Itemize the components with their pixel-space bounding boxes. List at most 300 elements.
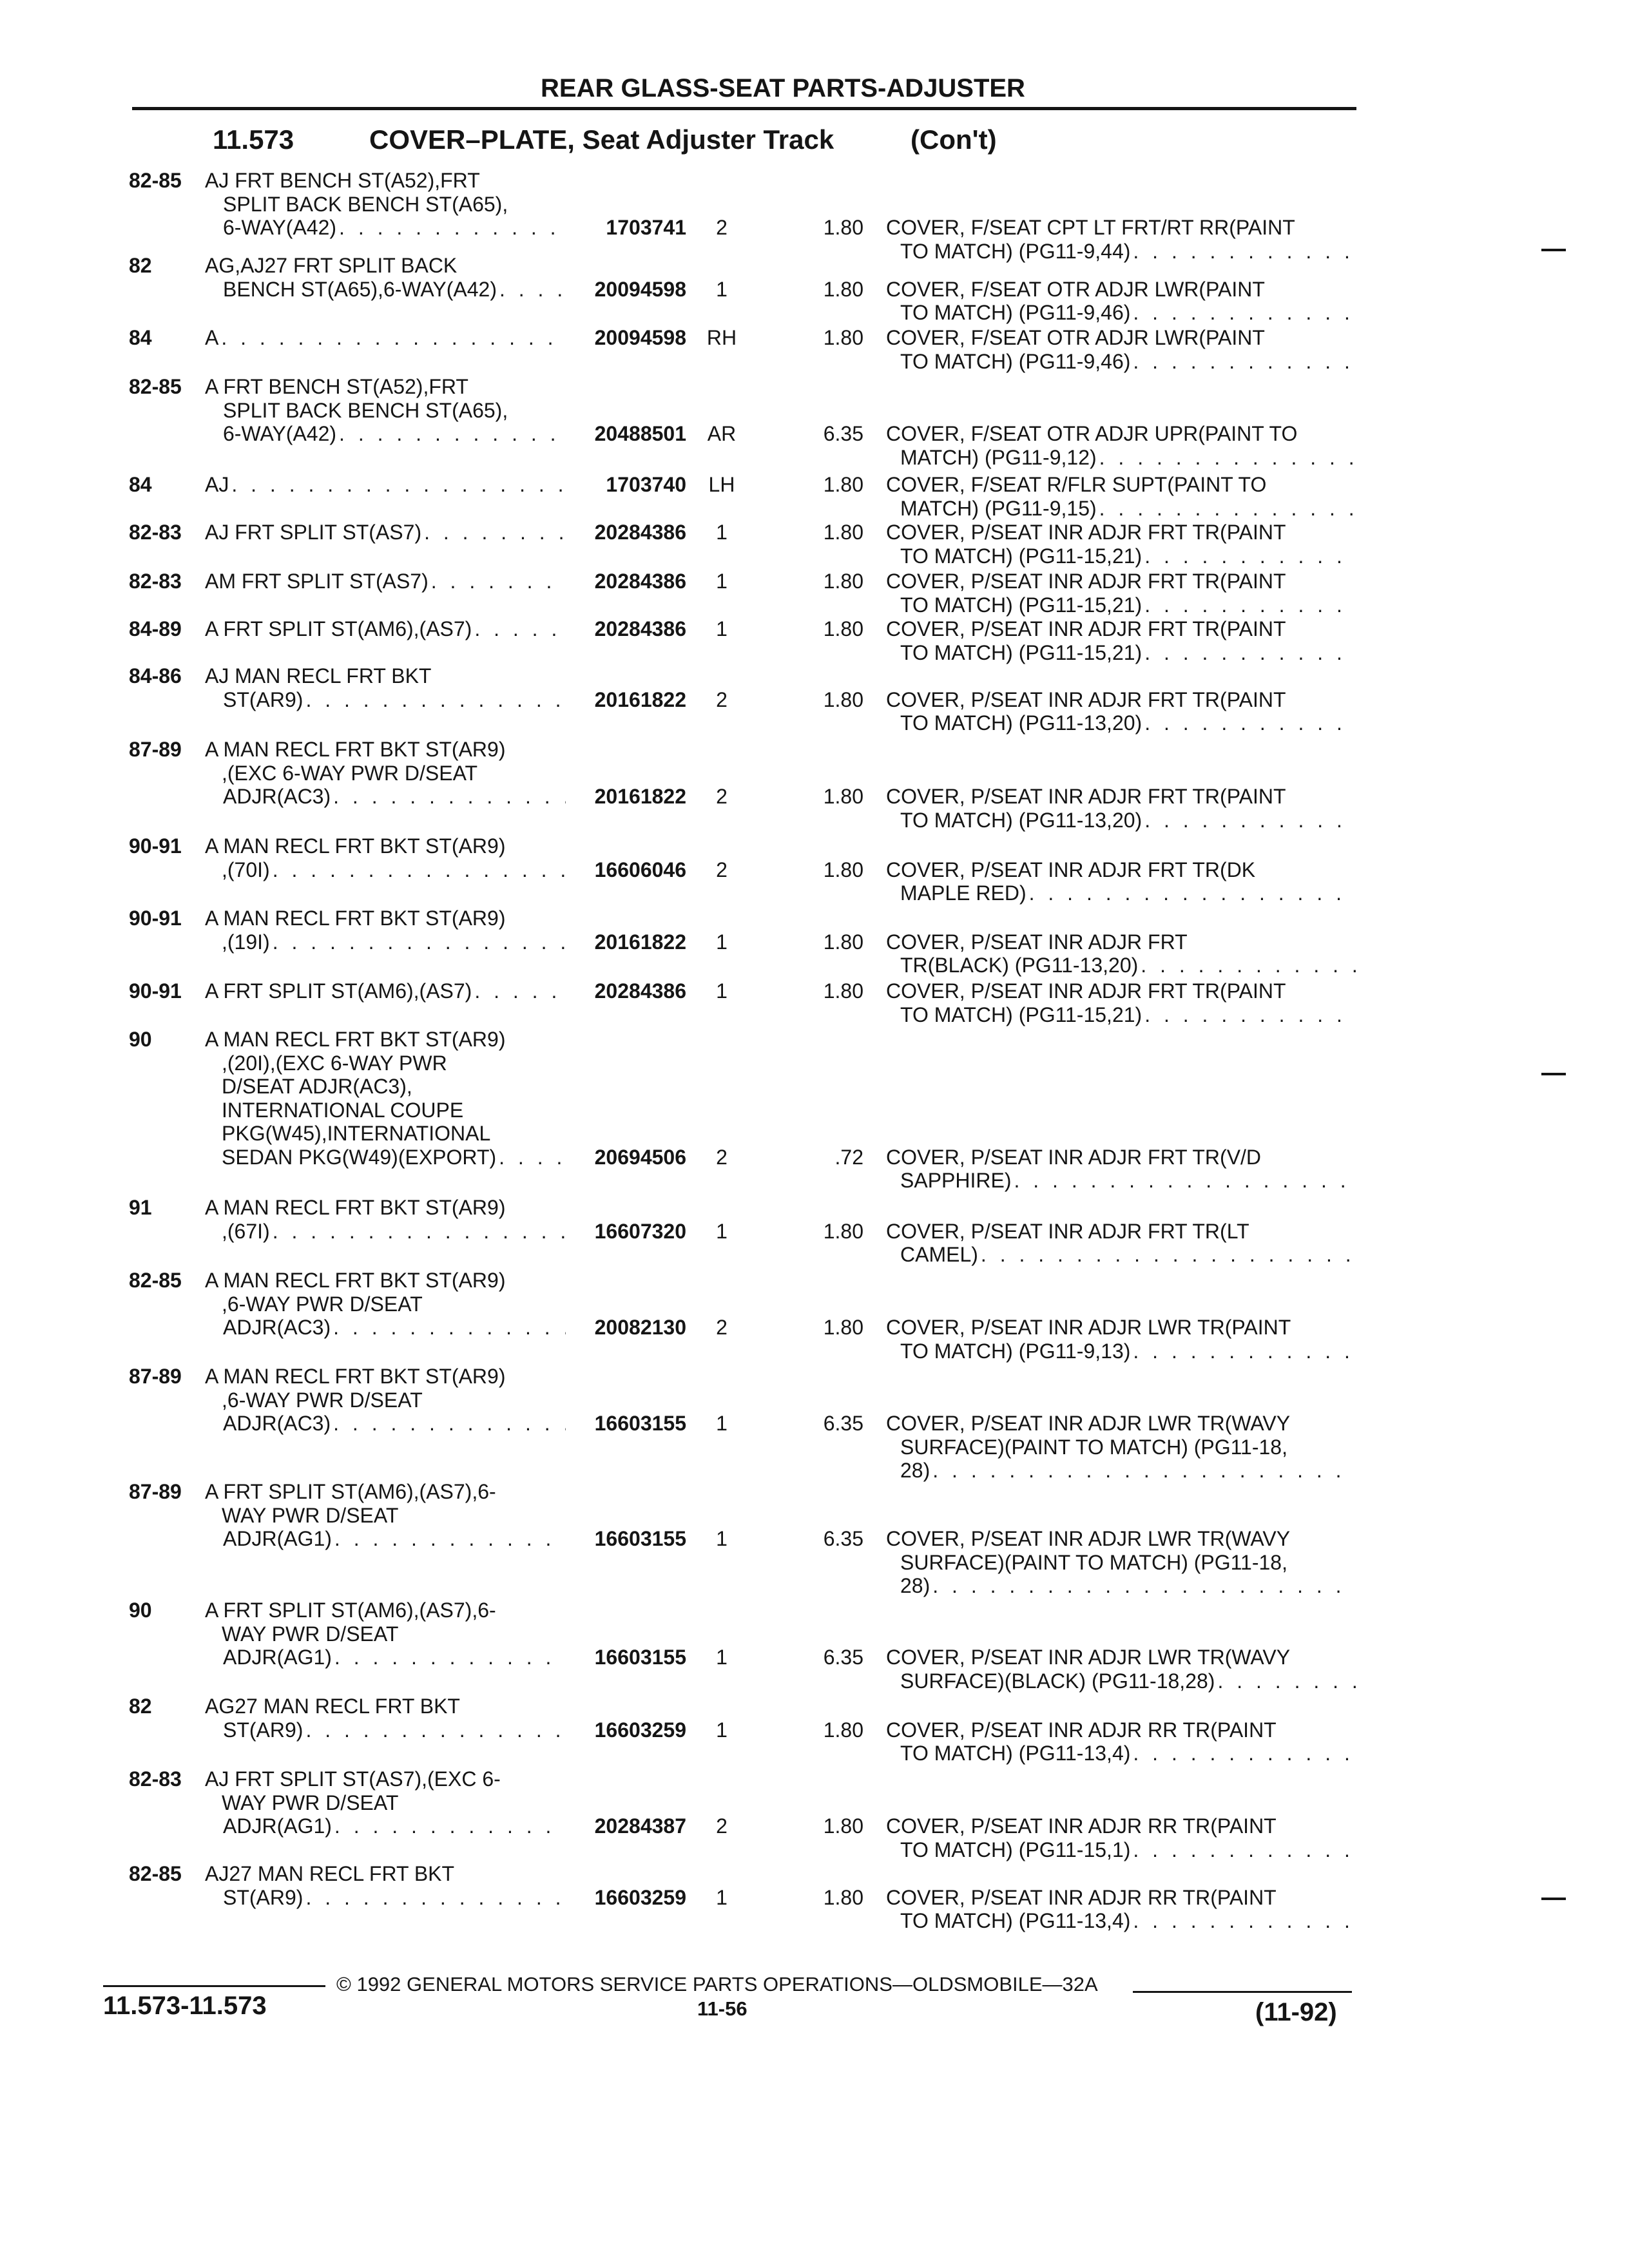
part-name-text: TO MATCH) (PG11-13,4) [900,1742,1131,1765]
part-name-text: COVER, P/SEAT INR ADJR FRT TR(PAINT [886,687,1286,711]
entry-years: 90-91 [129,979,182,1003]
entry-quantity: 2 [716,687,728,711]
footer-copyright: © 1992 GENERAL MOTORS SERVICE PARTS OPERATIONS—OLDSMOBILE—32A [336,1973,1098,1995]
description-text: AG,AJ27 FRT SPLIT BACK [205,254,458,277]
entry-years: 90-91 [129,834,182,858]
part-name-line [886,1551,1356,1575]
description-text: ST(AR9) [223,687,304,711]
entry-part-name [886,1220,1356,1267]
description-line [205,1028,566,1052]
entry-years: 87-89 [129,738,182,761]
entry-years: 82-85 [129,375,182,398]
part-name-line [886,593,1356,617]
entry-quantity: 1 [716,1412,728,1435]
description-text: ADJR(AC3) [223,1316,331,1339]
part-name-text: TO MATCH) (PG11-13,4) [900,1909,1131,1932]
part-name-text: COVER, P/SEAT INR ADJR RR TR(PAINT [886,1814,1277,1838]
entry-years: 82-85 [129,1269,182,1292]
description-text: A FRT SPLIT ST(AM6),(AS7) [205,979,472,1003]
part-name-text: COVER, P/SEAT INR ADJR FRT TR(PAINT [886,785,1286,808]
leader-dots [981,1243,1356,1267]
description-line [205,193,566,216]
description-line [205,326,566,350]
entry-part-number: 20284386 [594,521,686,544]
entry-description [205,664,566,711]
entry-years: 84 [129,326,152,349]
part-name-text: TO MATCH) (PG11-9,46) [900,349,1131,373]
entry-part-number: 16603155 [594,1412,686,1435]
part-name-text: TO MATCH) (PG11-15,1) [900,1838,1131,1861]
part-name-text: TO MATCH) (PG11-13,20) [900,808,1142,832]
part-name-text: COVER, P/SEAT INR ADJR RR TR(PAINT [886,1885,1277,1909]
entry-part-number: 20161822 [594,687,686,711]
description-text: WAY PWR D/SEAT [222,1791,399,1814]
margin-tick [1541,249,1566,251]
description-text: AM FRT SPLIT ST(AS7) [205,570,429,593]
entry-quantity: 1 [716,1219,728,1243]
entry-description [205,1196,566,1243]
entry-quantity: 2 [716,1316,728,1339]
part-name-text: TO MATCH) (PG11-13,20) [900,711,1142,735]
description-line [205,1365,566,1389]
entry-price: 1.80 [823,570,863,593]
entry-years: 82-85 [129,169,182,192]
entry-quantity: RH [706,326,737,349]
description-line [205,1695,566,1718]
entry-part-number: 20284387 [594,1814,686,1838]
part-name-line [886,422,1356,446]
entry-description [205,254,566,301]
leader-dots [1144,593,1356,617]
entry-quantity: 2 [716,785,728,808]
description-line [205,521,566,544]
part-name-text: TO MATCH) (PG11-9,46) [900,301,1131,324]
description-line [205,688,566,712]
entry-part-name [886,1646,1356,1693]
leader-dots [1133,350,1356,374]
footer-date: (11-92) [1255,1998,1337,2026]
description-text: ,(20I),(EXC 6-WAY PWR [222,1051,447,1075]
description-line [205,1862,566,1886]
description-text: INTERNATIONAL COUPE [222,1098,464,1122]
description-line [205,1767,566,1791]
description-text: A MAN RECL FRT BKT ST(AR9) [205,907,506,930]
description-line [205,1269,566,1293]
part-name-text: TO MATCH) (PG11-9,13) [900,1339,1131,1363]
leader-dots [273,1220,566,1244]
entry-price: 1.80 [823,1316,863,1339]
part-name-text: COVER, P/SEAT INR ADJR RR TR(PAINT [886,1718,1277,1742]
entry-part-name [886,216,1356,263]
leader-dots [273,930,566,954]
description-line [205,422,566,446]
leader-dots [1133,240,1356,264]
part-name-text: COVER, P/SEAT INR ADJR FRT TR(PAINT [886,570,1286,593]
entry-quantity: 1 [716,930,728,954]
description-text: ,(19I) [222,930,270,954]
description-text: AJ27 MAN RECL FRT BKT [205,1862,455,1885]
entry-description [205,1862,566,1909]
footer-range: 11.573-11.573 [103,1992,267,2020]
part-name-line [886,1412,1356,1436]
entry-description [205,617,566,641]
entry-price: 1.80 [823,473,863,496]
page-header-title: REAR GLASS-SEAT PARTS-ADJUSTER [541,74,1025,102]
description-line [205,169,566,193]
description-text: A FRT SPLIT ST(AM6),(AS7),6- [205,1480,496,1503]
leader-dots [1144,711,1356,735]
part-name-text: COVER, P/SEAT INR ADJR FRT TR(PAINT [886,979,1286,1003]
description-line [205,1480,566,1504]
description-line [205,570,566,593]
description-text: A MAN RECL FRT BKT ST(AR9) [205,1365,506,1388]
entry-part-number: 20488501 [594,422,686,445]
entry-part-number: 16603259 [594,1885,686,1909]
entry-years: 82-85 [129,1862,182,1885]
part-name-text: MAPLE RED) [900,881,1027,905]
entry-price: 6.35 [823,422,863,445]
leader-dots [1144,809,1356,832]
description-text: ,6-WAY PWR D/SEAT [222,1388,423,1412]
description-line [205,1099,566,1122]
leader-dots [1133,301,1356,325]
part-name-text: TO MATCH) (PG11-15,21) [900,544,1142,568]
leader-dots [1133,1742,1356,1765]
entry-price: 1.80 [823,687,863,711]
leader-dots [1099,497,1356,521]
description-text: ,6-WAY PWR D/SEAT [222,1292,423,1316]
entry-part-number: 20094598 [594,277,686,301]
part-name-line [886,1814,1356,1838]
entry-description [205,570,566,593]
description-text: D/SEAT ADJR(AC3), [222,1075,412,1098]
part-name-line [886,1003,1356,1027]
description-line [205,375,566,399]
description-text: A FRT SPLIT ST(AM6),(AS7),6- [205,1599,496,1622]
entry-part-number: 16603155 [594,1646,686,1669]
part-name-text: MATCH) (PG11-9,12) [900,445,1097,469]
entry-part-name [886,1718,1356,1765]
description-text: 6-WAY(A42) [223,216,337,239]
description-line [205,1196,566,1220]
description-text: ADJR(AG1) [223,1646,332,1669]
entry-price: 1.80 [823,930,863,954]
leader-dots [305,1718,566,1742]
entry-part-name [886,1146,1356,1193]
description-text: 6-WAY(A42) [223,422,337,445]
entry-price: 1.80 [823,1718,863,1742]
leader-dots [305,688,566,712]
part-name-line [886,617,1356,641]
part-name-line [886,711,1356,735]
entry-price: 1.80 [823,521,863,544]
leader-dots [1144,544,1356,568]
leader-dots [1217,1669,1356,1693]
description-text: AG27 MAN RECL FRT BKT [205,1695,460,1718]
part-name-text: SURFACE)(BLACK) (PG11-18,28) [900,1669,1215,1693]
leader-dots [1133,1909,1356,1933]
leader-dots [1029,881,1356,905]
part-name-text: TR(BLACK) (PG11-13,20) [900,954,1139,977]
leader-dots [333,1316,566,1340]
entry-years: 84-86 [129,664,182,687]
entry-description [205,738,566,809]
description-line [205,834,566,858]
description-text: AJ FRT SPLIT ST(AS7),(EXC 6- [205,1767,501,1791]
description-line [205,1791,566,1815]
part-name-line [886,1459,1356,1483]
part-name-text: TO MATCH) (PG11-9,44) [900,239,1131,263]
entry-part-name [886,785,1356,832]
part-name-text: TO MATCH) (PG11-15,21) [900,593,1142,617]
part-name-line [886,1316,1356,1340]
leader-dots [424,521,566,544]
description-text: SEDAN PKG(W49)(EXPORT) [222,1145,497,1169]
leader-dots [932,1574,1356,1598]
part-name-line [886,570,1356,593]
leader-dots [334,1646,566,1669]
part-name-text: TO MATCH) (PG11-15,21) [900,640,1142,664]
description-line [205,1146,566,1169]
entry-description [205,979,566,1003]
description-line [205,1122,566,1146]
description-text: AJ [205,473,229,496]
description-line [205,216,566,240]
part-name-line [886,809,1356,832]
entry-description [205,1028,566,1169]
description-text: SPLIT BACK BENCH ST(A65), [223,192,508,216]
entry-quantity: 2 [716,1814,728,1838]
description-line [205,1293,566,1316]
description-text: ADJR(AG1) [223,1814,332,1838]
entry-part-name [886,570,1356,617]
margin-tick [1541,1898,1566,1900]
leader-dots [339,216,566,240]
description-line [205,1504,566,1528]
entry-description [205,473,566,497]
description-line [205,979,566,1003]
entry-quantity: AR [707,422,737,445]
entry-part-name [886,858,1356,905]
entry-price: 1.80 [823,979,863,1003]
part-name-line [886,544,1356,568]
description-text: PKG(W45),INTERNATIONAL [222,1122,491,1145]
description-line [205,738,566,762]
entry-part-name [886,617,1356,664]
entry-quantity: 2 [716,1145,728,1169]
leader-dots [333,1412,566,1436]
leader-dots [221,326,566,350]
description-line [205,762,566,785]
description-line [205,1412,566,1436]
part-name-line [886,881,1356,905]
entry-years: 82-83 [129,570,182,593]
description-line [205,1718,566,1742]
entry-part-name [886,979,1356,1026]
leader-dots [334,1814,566,1838]
description-line [205,1622,566,1646]
part-name-line [886,1886,1356,1910]
part-name-line [886,1146,1356,1169]
entry-quantity: 1 [716,1527,728,1550]
part-name-line [886,1220,1356,1244]
part-name-line [886,785,1356,809]
entry-part-number: 20284386 [594,617,686,640]
leader-dots [431,570,566,593]
entry-part-number: 20161822 [594,930,686,954]
part-name-line [886,301,1356,325]
part-name-line [886,641,1356,665]
entry-part-name [886,473,1356,520]
description-line [205,473,566,497]
description-line [205,1646,566,1669]
description-line [205,1886,566,1910]
entry-description [205,169,566,240]
entry-part-name [886,278,1356,325]
entry-part-name [886,521,1356,568]
leader-dots [273,858,566,882]
part-name-line [886,858,1356,882]
entry-part-number: 20694506 [594,1145,686,1169]
entry-description [205,1599,566,1669]
part-name-line [886,1574,1356,1598]
part-name-text: COVER, P/SEAT INR ADJR FRT TR(V/D [886,1145,1262,1169]
part-name-line [886,1838,1356,1862]
part-name-line [886,1243,1356,1267]
part-name-line [886,954,1356,977]
entry-years: 91 [129,1196,152,1219]
entry-price: 1.80 [823,1814,863,1838]
part-name-line [886,446,1356,470]
section-continued: (Con't) [911,124,997,155]
description-line [205,1599,566,1622]
entry-years: 90-91 [129,907,182,930]
description-text: AJ MAN RECL FRT BKT [205,664,432,687]
entry-part-name [886,326,1356,373]
entry-price: 6.35 [823,1412,863,1435]
entry-years: 87-89 [129,1365,182,1388]
part-name-text: COVER, P/SEAT INR ADJR LWR TR(WAVY [886,1646,1291,1669]
description-text: WAY PWR D/SEAT [222,1503,399,1527]
entry-quantity: 1 [716,617,728,640]
description-text: ,(67I) [222,1219,270,1243]
part-name-text: TO MATCH) (PG11-15,21) [900,1003,1142,1026]
entry-quantity: 2 [716,216,728,239]
leader-dots [1014,1169,1356,1193]
entry-price: 1.80 [823,617,863,640]
entry-quantity: 1 [716,1646,728,1669]
description-text: A FRT SPLIT ST(AM6),(AS7) [205,617,472,640]
entry-price: 1.80 [823,858,863,881]
part-name-text: COVER, P/SEAT INR ADJR FRT TR(LT [886,1219,1249,1243]
description-line [205,617,566,641]
entry-part-name [886,1316,1356,1363]
entry-years: 82-83 [129,1767,182,1791]
description-line [205,785,566,809]
entry-part-number: 16607320 [594,1219,686,1243]
part-name-text: COVER, F/SEAT R/FLR SUPT(PAINT TO [886,473,1267,496]
description-text: ,(EXC 6-WAY PWR D/SEAT [222,761,478,785]
entry-description [205,1480,566,1551]
description-line [205,907,566,930]
description-text: A MAN RECL FRT BKT ST(AR9) [205,1269,506,1292]
description-line [205,930,566,954]
description-text: WAY PWR D/SEAT [222,1622,399,1646]
entry-description [205,834,566,881]
part-name-text: COVER, F/SEAT OTR ADJR LWR(PAINT [886,326,1265,349]
entry-description [205,375,566,446]
entry-part-number: 20284386 [594,979,686,1003]
part-name-line [886,1340,1356,1363]
part-name-line [886,1646,1356,1669]
part-name-line [886,521,1356,544]
footer-page-number: 11-56 [697,1997,747,2020]
description-line [205,1527,566,1551]
part-name-text: COVER, P/SEAT INR ADJR FRT [886,930,1188,954]
description-line [205,1814,566,1838]
part-name-text: MATCH) (PG11-9,15) [900,496,1097,520]
part-name-text: COVER, P/SEAT INR ADJR LWR TR(WAVY [886,1412,1291,1435]
description-text: ,(70I) [222,858,270,881]
description-line [205,278,566,302]
description-text: A MAN RECL FRT BKT ST(AR9) [205,738,506,761]
entry-description [205,1269,566,1340]
leader-dots [1133,1340,1356,1363]
entry-description [205,326,566,350]
part-name-line [886,497,1356,521]
description-text: ADJR(AC3) [223,1412,331,1435]
part-name-text: SAPPHIRE) [900,1169,1012,1192]
leader-dots [333,785,566,809]
part-name-line [886,326,1356,350]
leader-dots [1099,446,1356,470]
part-name-text: 28) [900,1459,930,1482]
description-text: AJ FRT BENCH ST(A52),FRT [205,169,480,192]
entry-price: 1.80 [823,216,863,239]
leader-dots [1133,1838,1356,1862]
entry-part-number: 20082130 [594,1316,686,1339]
description-text: ADJR(AC3) [223,785,331,808]
part-name-line [886,979,1356,1003]
part-name-text: 28) [900,1574,930,1597]
part-name-line [886,1669,1356,1693]
entry-quantity: 1 [716,1718,728,1742]
leader-dots [932,1459,1356,1483]
part-name-line [886,1742,1356,1765]
entry-part-number: 16603155 [594,1527,686,1550]
description-text: AJ FRT SPLIT ST(AS7) [205,521,422,544]
part-name-text: SURFACE)(PAINT TO MATCH) (PG11-18, [900,1435,1287,1459]
description-line [205,399,566,423]
description-text: BENCH ST(A65),6-WAY(A42) [223,277,497,301]
entry-part-number: 16606046 [594,858,686,881]
part-name-line [886,278,1356,302]
entry-part-name [886,1527,1356,1598]
margin-tick [1541,1073,1566,1075]
leader-dots [305,1886,566,1910]
entry-part-number: 20284386 [594,570,686,593]
entry-part-name [886,930,1356,977]
description-text: ST(AR9) [223,1718,304,1742]
description-line [205,664,566,688]
part-name-line [886,1436,1356,1459]
entry-price: 1.80 [823,326,863,349]
leader-dots [334,1527,566,1551]
description-text: A MAN RECL FRT BKT ST(AR9) [205,1028,506,1051]
part-name-line [886,1718,1356,1742]
part-name-line [886,1527,1356,1551]
leader-dots [1141,954,1356,977]
